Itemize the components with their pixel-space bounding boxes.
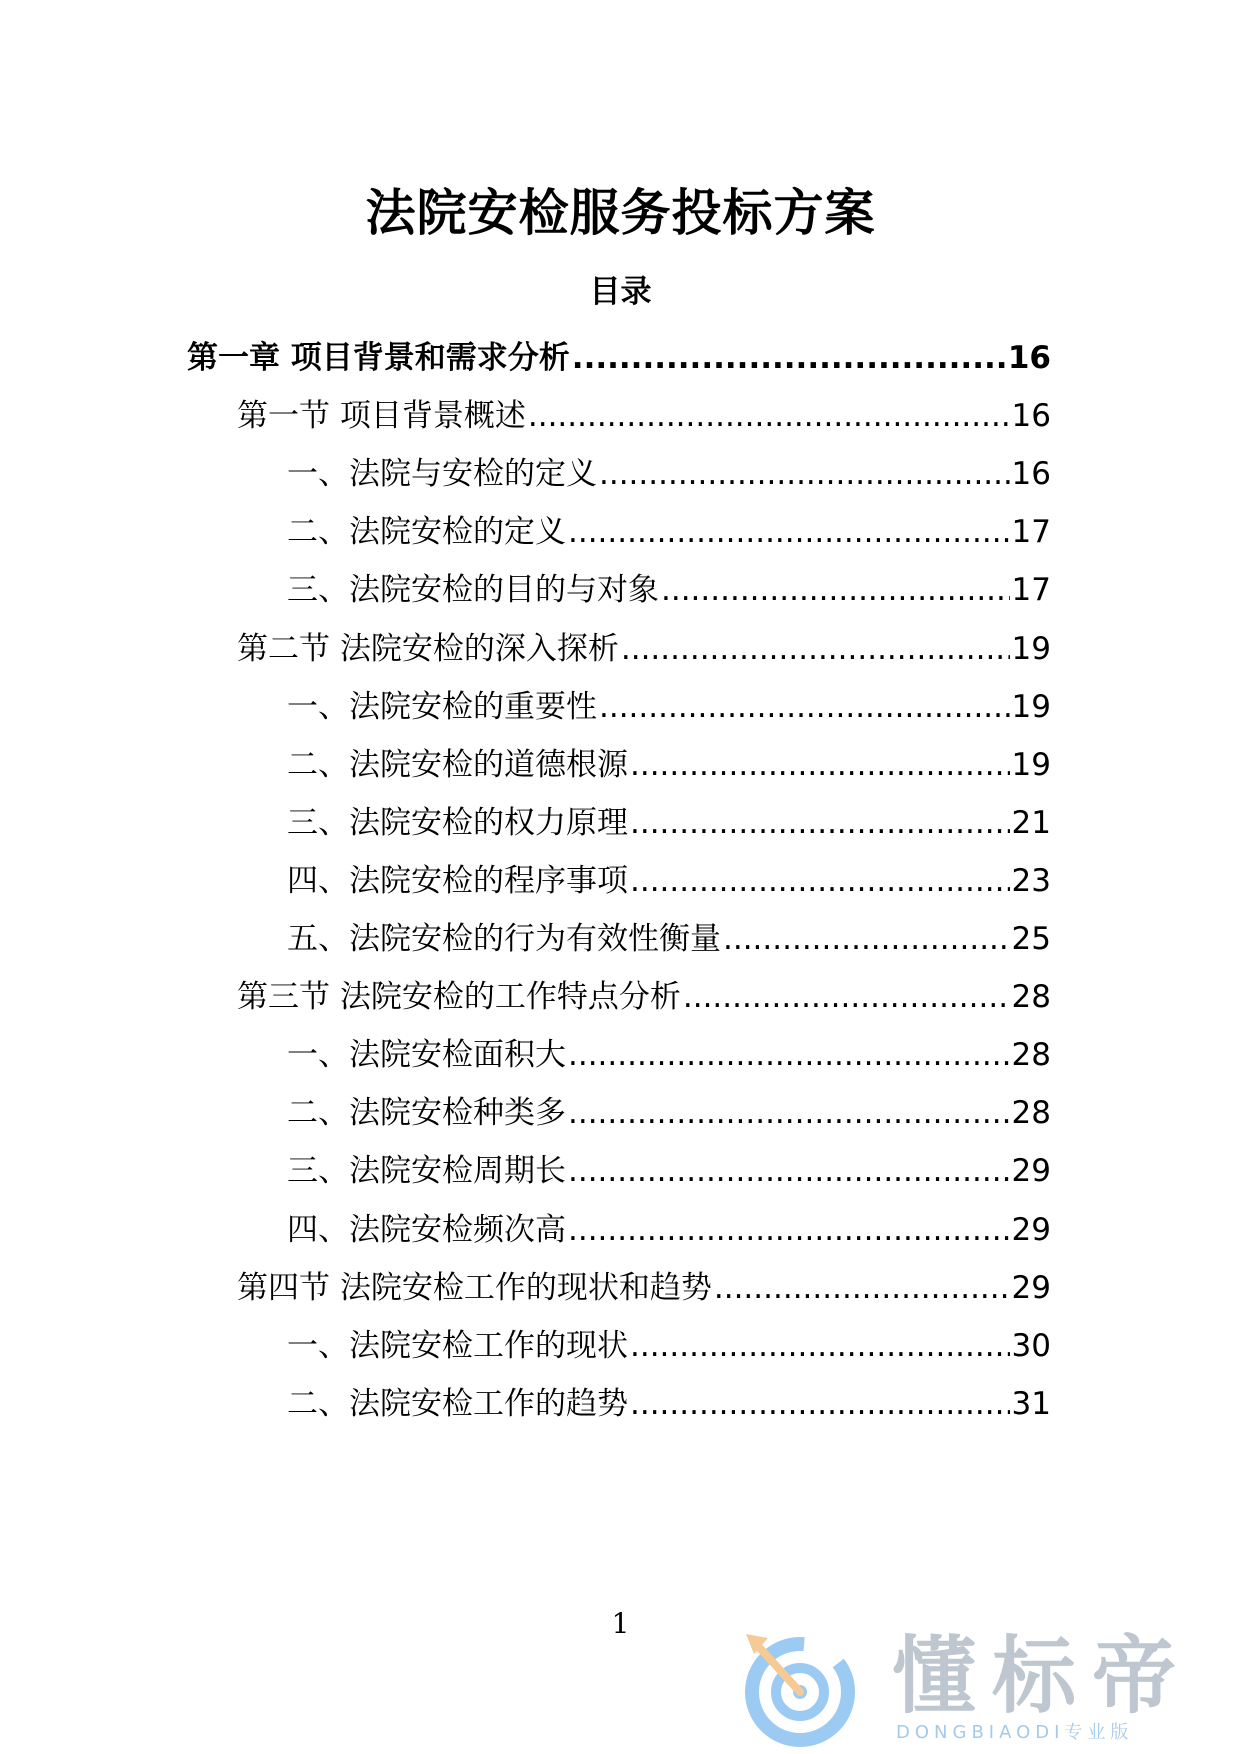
toc-dot-leader [683, 975, 1010, 1019]
toc-entry[interactable] [287, 685, 1051, 729]
toc-entry[interactable] [287, 1324, 1051, 1368]
toc-entry-label: 二、法院安检工作的趋势 [287, 1386, 628, 1422]
toc-entry[interactable] [237, 394, 1051, 438]
toc-entry-page: 19 [1011, 631, 1051, 667]
toc-dot-leader [528, 394, 1010, 438]
toc-entry-label: 三、法院安检的权力原理 [287, 805, 628, 841]
toc-entry[interactable] [287, 859, 1051, 903]
toc-dot-leader [568, 510, 1010, 554]
toc-dot-leader [630, 801, 1010, 845]
toc-heading: 目录 [589, 274, 652, 310]
toc-entry-label: 一、法院与安检的定义 [287, 456, 597, 492]
toc-entry-label: 二、法院安检的道德根源 [287, 747, 628, 783]
toc-entry-page: 28 [1011, 979, 1051, 1015]
watermark [740, 1624, 1220, 1749]
toc-dot-leader [630, 1324, 1010, 1368]
toc-dot-leader [714, 1266, 1010, 1310]
toc-entry-page: 31 [1011, 1386, 1051, 1422]
toc-dot-leader [572, 336, 1006, 380]
toc-dot-leader [630, 743, 1010, 787]
toc-entry-page: 17 [1011, 514, 1051, 550]
toc-entry-page: 29 [1011, 1153, 1051, 1189]
toc-entry-page: 19 [1011, 689, 1051, 725]
toc-dot-leader [568, 1033, 1010, 1077]
toc-entry-label: 一、法院安检工作的现状 [287, 1328, 628, 1364]
toc-entry-page: 23 [1011, 863, 1051, 899]
toc-entry[interactable] [287, 1208, 1051, 1252]
toc-entry-label: 第四节 法院安检工作的现状和趋势 [237, 1270, 712, 1306]
toc-dot-leader [621, 627, 1010, 671]
document-title: 法院安检服务投标方案 [365, 184, 876, 242]
toc-entry[interactable] [237, 1266, 1051, 1310]
toc-dot-leader [661, 568, 1010, 612]
toc-entry-label: 三、法院安检的目的与对象 [287, 572, 659, 608]
target-dart-icon [740, 1624, 880, 1749]
toc-dot-leader [599, 685, 1010, 729]
toc-entry-page: 17 [1011, 572, 1051, 608]
toc-entry-label: 四、法院安检频次高 [287, 1212, 566, 1248]
toc-entry-page: 21 [1011, 805, 1051, 841]
toc-entry-label: 二、法院安检的定义 [287, 514, 566, 550]
toc-entry-page: 16 [1011, 398, 1051, 434]
watermark-subtitle: DONGBIAODI专业版 [896, 1722, 1134, 1743]
toc-entry[interactable] [287, 743, 1051, 787]
toc-entry[interactable] [287, 801, 1051, 845]
toc-entry-page: 25 [1011, 921, 1051, 957]
toc-entry-page: 16 [1007, 340, 1051, 376]
toc-entry-page: 28 [1011, 1095, 1051, 1131]
toc-entry[interactable] [287, 1149, 1051, 1193]
toc-entry[interactable] [287, 452, 1051, 496]
toc-entry[interactable] [287, 1382, 1051, 1426]
toc-entry-label: 第一章 项目背景和需求分析 [187, 340, 570, 376]
toc-entry-page: 29 [1011, 1270, 1051, 1306]
toc-dot-leader [568, 1091, 1010, 1135]
toc-entry[interactable] [287, 510, 1051, 554]
toc-entry[interactable] [287, 1033, 1051, 1077]
toc-dot-leader [568, 1208, 1010, 1252]
toc-entry-label: 四、法院安检的程序事项 [287, 863, 628, 899]
toc-entry-label: 一、法院安检的重要性 [287, 689, 597, 725]
toc-entry-label: 二、法院安检种类多 [287, 1095, 566, 1131]
toc-entry-page: 19 [1011, 747, 1051, 783]
toc-entry-page: 16 [1011, 456, 1051, 492]
toc-entry[interactable] [237, 975, 1051, 1019]
toc-entry-label: 第三节 法院安检的工作特点分析 [237, 979, 681, 1015]
toc-dot-leader [599, 452, 1010, 496]
page-number: 1 [611, 1607, 630, 1640]
toc-dot-leader [630, 859, 1010, 903]
toc-dot-leader [568, 1149, 1010, 1193]
watermark-brand: 懂标帝 [892, 1627, 1193, 1725]
toc-entry[interactable] [187, 336, 1051, 380]
toc-entry-label: 第一节 项目背景概述 [237, 398, 526, 434]
toc-entry[interactable] [287, 568, 1051, 612]
toc-entry-page: 29 [1011, 1212, 1051, 1248]
toc-entry-label: 一、法院安检面积大 [287, 1037, 566, 1073]
toc-dot-leader [723, 917, 1010, 961]
toc-entry-page: 30 [1011, 1328, 1051, 1364]
toc-entry-label: 五、法院安检的行为有效性衡量 [287, 921, 721, 957]
toc-dot-leader [630, 1382, 1010, 1426]
toc-entry[interactable] [287, 1091, 1051, 1135]
toc-entry-label: 第二节 法院安检的深入探析 [237, 631, 619, 667]
toc-entry-label: 三、法院安检周期长 [287, 1153, 566, 1189]
toc-entry[interactable] [287, 917, 1051, 961]
toc-entry[interactable] [237, 627, 1051, 671]
toc-entry-page: 28 [1011, 1037, 1051, 1073]
